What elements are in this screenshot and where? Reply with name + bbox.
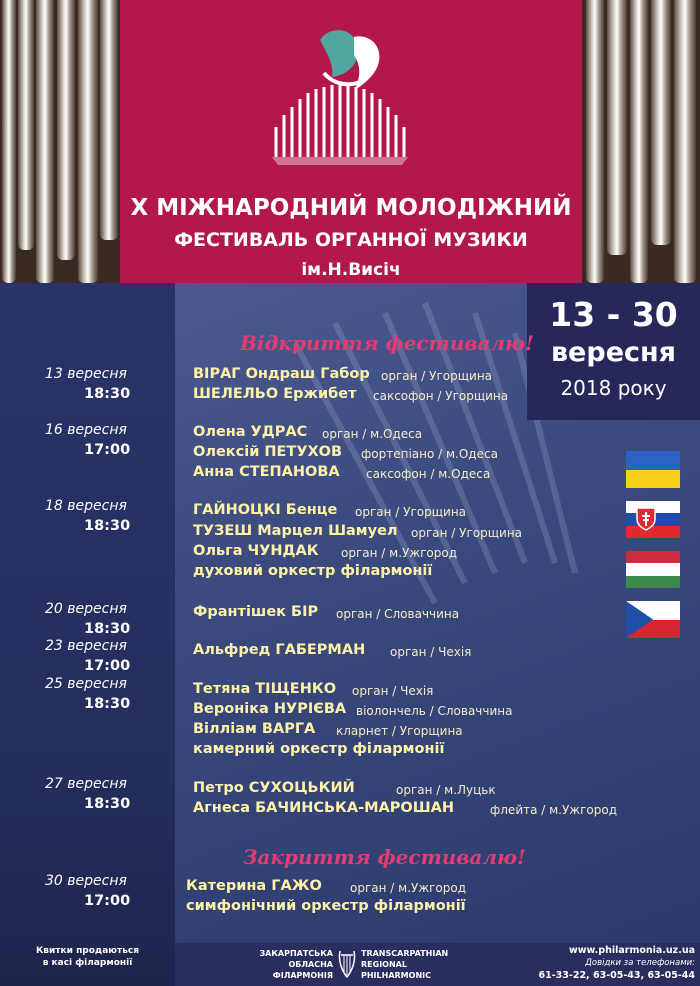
phones-label: Довідки за телефонами:: [585, 958, 695, 968]
slovakia-flag: [626, 501, 680, 538]
performer-name: Вілліам ВАРГА: [193, 721, 316, 737]
performer-name: Олексій ПЕТУХОВ: [193, 444, 343, 460]
performer-role: саксофон / м.Одеса: [366, 467, 491, 481]
performer-role: флейта / м.Ужгород: [490, 803, 618, 817]
performer-role: саксофон / Угорщина: [373, 389, 509, 403]
org-name-en: TRANSCARPATHIAN REGIONAL PHILHARMONIC: [361, 949, 449, 980]
performer-name: Тетяна ТІЩЕНКО: [193, 681, 337, 697]
performer-name: Вероніка НУРІЄВА: [193, 701, 347, 717]
performer-role: орган / Угорщина: [355, 505, 467, 519]
date-year: 2018 року: [560, 376, 667, 400]
schedule-day: 23 вересня: [45, 638, 127, 654]
tickets-line-2: в касі філармонії: [42, 958, 133, 968]
performer-role: фортепіано / м.Одеса: [361, 447, 498, 461]
performer-role: кларнет / Угорщина: [336, 724, 463, 738]
schedule-time: 18:30: [84, 518, 131, 534]
performer-name: Анна СТЕПАНОВА: [193, 464, 340, 480]
website-link[interactable]: www.philarmonia.uz.ua: [568, 945, 695, 956]
performer-name: симфонічний оркестр філармонії: [186, 898, 466, 914]
performer-name: Альфред ГАБЕРМАН: [193, 642, 366, 658]
performer-name: духовий оркестр філармонії: [193, 563, 433, 579]
performer-name: ШЕЛЕЛЬО Ержибет: [193, 386, 357, 402]
phone-numbers: 61-33-22, 63-05-43, 63-05-44: [538, 970, 695, 981]
schedule-day: 13 вересня: [45, 366, 127, 382]
performer-name: Франтішек БІР: [193, 604, 319, 620]
performer-name: ГАЙНОЦКІ Бенце: [193, 502, 338, 518]
performer-name: Петро СУХОЦЬКИЙ: [193, 780, 355, 796]
schedule-day: 18 вересня: [45, 498, 127, 514]
performer-name: ТУЗЕШ Марцел Шамуел: [193, 523, 398, 539]
performer-name: Катерина ГАЖО: [186, 878, 322, 894]
schedule-day: 25 вересня: [45, 676, 127, 692]
performer-role: орган / Чехія: [352, 684, 434, 698]
performer-role: орган / Угорщина: [411, 526, 523, 540]
ukraine-flag: [626, 451, 680, 488]
performer-role: орган / м.Одеса: [322, 427, 423, 441]
performer-role: орган / Угорщина: [381, 369, 493, 383]
performer-name: Агнеса БАЧИНСЬКА-МАРОШАН: [193, 800, 454, 816]
festival-dates-box: [527, 283, 700, 420]
title-line-1: X МІЖНАРОДНИЙ МОЛОДІЖНИЙ: [130, 195, 572, 221]
czech-flag: [626, 601, 680, 638]
opening-heading: Відкриття фестивалю!: [240, 331, 534, 355]
schedule-day: 30 вересня: [45, 873, 127, 889]
org-name-ua: ЗАКАРПАТСЬКА ОБЛАСНА ФІЛАРМОНІЯ: [259, 949, 333, 980]
schedule-time: 17:00: [84, 658, 131, 674]
hungary-flag: [626, 551, 680, 588]
schedule-time: 17:00: [84, 893, 131, 909]
date-range: 13 - 30: [549, 295, 678, 334]
title-block: [120, 175, 582, 283]
schedule-time: 17:00: [84, 442, 131, 458]
title-line-3: ім.Н.Висіч: [301, 260, 401, 280]
schedule-day: 20 вересня: [45, 601, 127, 617]
footer-bar: [175, 943, 700, 986]
performer-role: орган / м.Ужгород: [350, 881, 467, 895]
schedule-time: 18:30: [84, 386, 131, 402]
schedule-time: 18:30: [84, 621, 131, 637]
schedule-day: 27 вересня: [45, 776, 127, 792]
date-month: вересня: [550, 337, 677, 368]
performer-role: орган / Словаччина: [336, 607, 460, 621]
title-line-2: ФЕСТИВАЛЬ ОРГАННОЇ МУЗИКИ: [174, 229, 528, 251]
performer-role: віолончель / Словаччина: [356, 704, 513, 718]
performer-name: ВІРАГ Ондраш Габор: [193, 366, 370, 382]
lyre-icon: [336, 947, 358, 981]
tickets-line-1: Квитки продаються: [35, 946, 140, 956]
performer-role: орган / м.Луцьк: [396, 783, 496, 797]
schedule-time: 18:30: [84, 796, 131, 812]
schedule-time: 18:30: [84, 696, 131, 712]
performer-role: орган / Чехія: [390, 645, 472, 659]
performer-role: орган / м.Ужгород: [341, 546, 458, 560]
performer-name: Олена УДРАС: [193, 424, 308, 440]
festival-logo: [262, 15, 432, 175]
performer-name: Ольга ЧУНДАК: [193, 543, 319, 559]
closing-heading: Закриття фестивалю!: [243, 845, 526, 869]
schedule-day: 16 вересня: [45, 422, 127, 438]
performer-name: камерний оркестр філармонії: [193, 741, 445, 757]
